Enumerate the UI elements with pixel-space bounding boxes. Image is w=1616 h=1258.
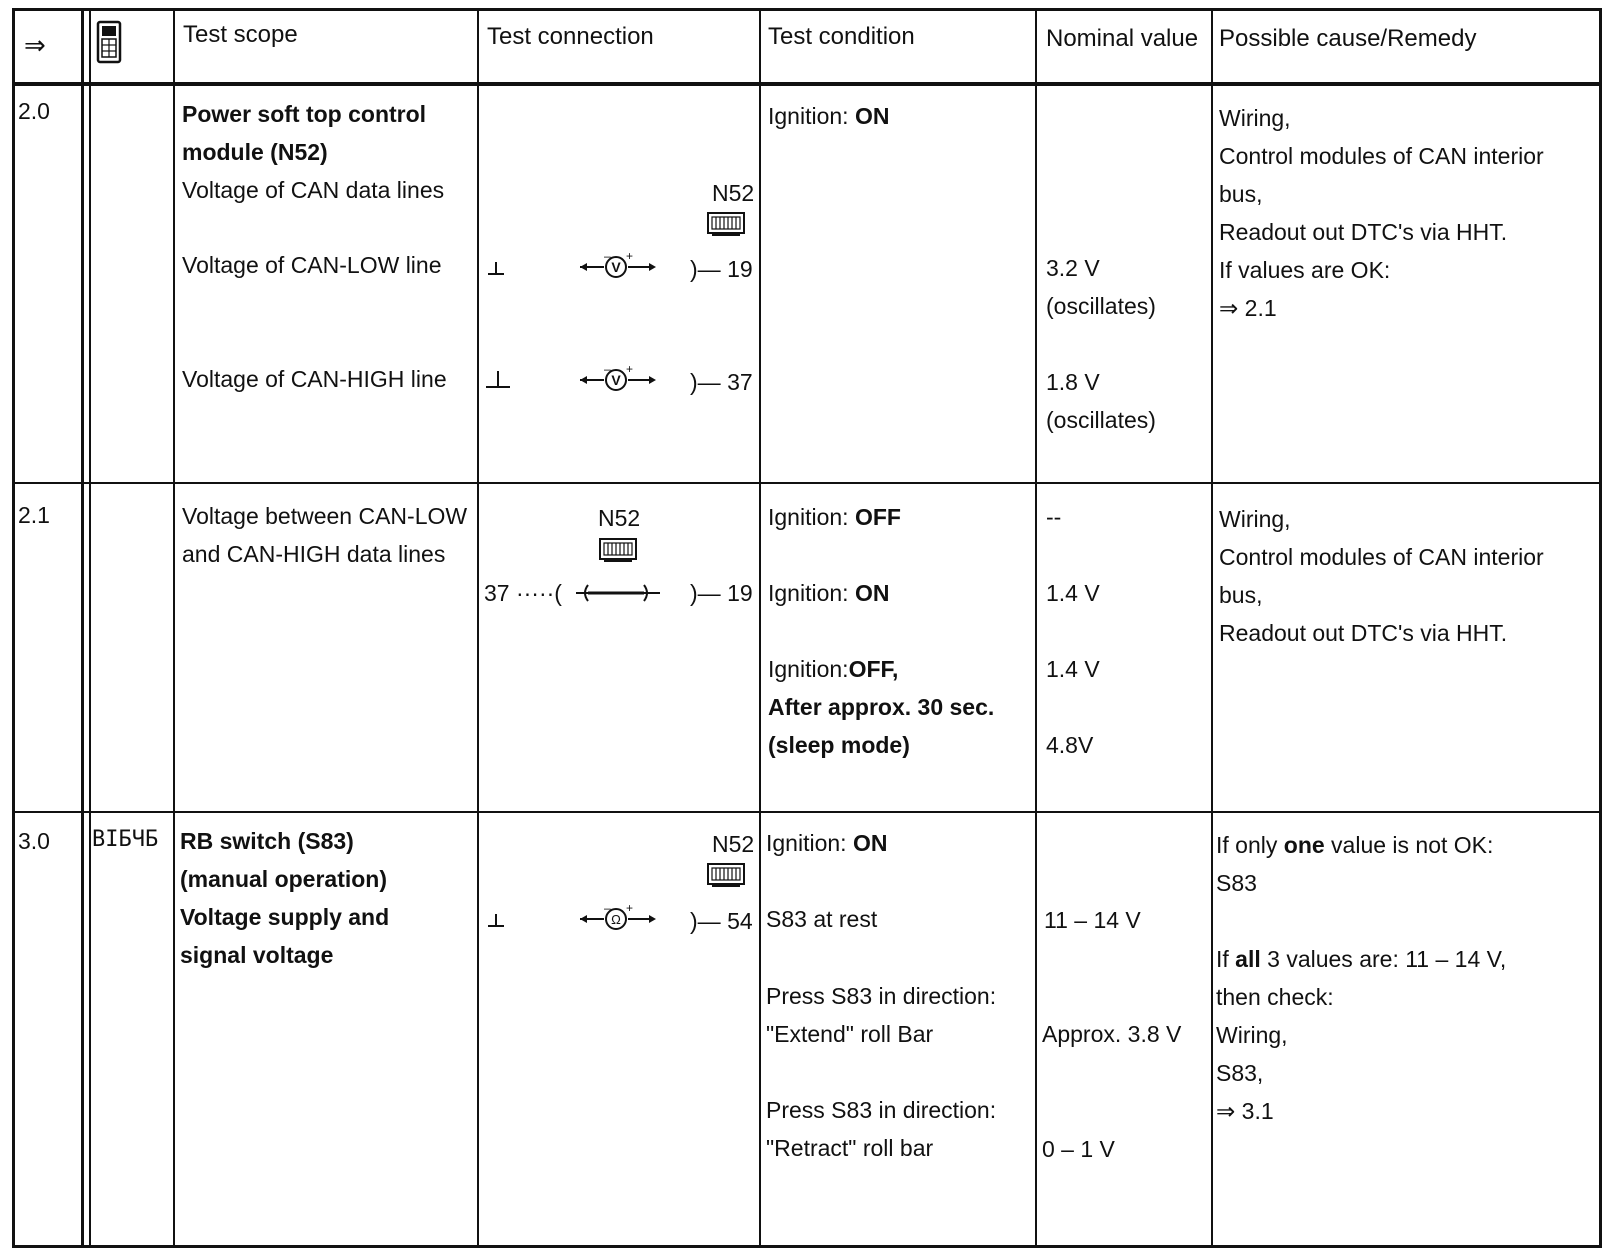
scope-line: Voltage of CAN data lines: [182, 177, 445, 203]
remedy-line: Control modules of CAN interior: [1219, 143, 1544, 169]
plus-sign: +: [626, 252, 634, 263]
condition-value: OFF: [854, 504, 901, 530]
pin-number: 37: [484, 580, 510, 606]
pin-number: 54: [727, 908, 753, 934]
pin-connector: [484, 580, 562, 606]
scope-line: and CAN-HIGH data lines: [182, 541, 446, 567]
pin-lead: )—: [690, 580, 721, 606]
test-condition: [768, 574, 889, 613]
nominal-value: 4.8V: [1046, 732, 1094, 758]
module-label: N52: [712, 831, 755, 857]
module-label: N52: [712, 180, 755, 206]
pin-number: 19: [727, 580, 753, 606]
header-arrow: ⇒: [24, 30, 46, 60]
pin-connector: [690, 908, 753, 934]
ground-icon: [484, 367, 514, 391]
step-number: 2.0: [18, 98, 50, 124]
voltmeter-icon: [578, 365, 658, 395]
condition-label: Ignition:: [768, 656, 849, 682]
column-divider: [759, 11, 761, 1245]
condition-label: Ignition:: [766, 830, 853, 856]
test-condition: [766, 824, 887, 863]
remedy-line: [1216, 940, 1506, 979]
step-number: 2.1: [18, 502, 50, 528]
minus-sign: –: [604, 365, 611, 376]
pin-number: 37: [727, 369, 753, 395]
condition-line: Press S83 in direction:: [766, 983, 997, 1009]
bridge-cable-icon: [574, 581, 664, 605]
column-divider: [89, 11, 91, 1245]
remedy-line: S83: [1216, 870, 1257, 896]
ground-icon: [484, 254, 514, 278]
condition-label: Ignition:: [768, 103, 855, 129]
row-divider: [15, 482, 1599, 484]
tester-icon: [96, 20, 122, 64]
header-test-condition: Test condition: [768, 23, 915, 50]
column-divider: [173, 11, 175, 1245]
step-number: 3.0: [18, 828, 50, 854]
meter-symbol: V: [611, 259, 621, 275]
test-condition: [768, 498, 901, 537]
plus-sign: +: [626, 365, 634, 376]
condition-line: "Retract" roll bar: [766, 1135, 934, 1161]
pin-connector: [690, 369, 753, 395]
condition-line: (sleep mode): [768, 732, 910, 758]
condition-label: Ignition:: [768, 504, 855, 530]
condition-line: S83 at rest: [766, 906, 878, 932]
pin-lead: )—: [690, 908, 721, 934]
condition-line: Press S83 in direction:: [766, 1097, 997, 1123]
remedy-emphasis: one: [1283, 832, 1325, 858]
pin-number: 19: [727, 256, 753, 282]
remedy-line: Wiring,: [1219, 105, 1291, 131]
connector-icon: [598, 537, 638, 563]
header-nominal-value: Nominal value: [1046, 25, 1199, 52]
nominal-note: (oscillates): [1046, 407, 1156, 433]
remedy-line: bus,: [1219, 582, 1263, 608]
condition-label: Ignition:: [768, 580, 855, 606]
column-divider: [1035, 11, 1037, 1245]
nominal-value: 1.8 V: [1046, 369, 1100, 395]
scope-line: module (N52): [182, 139, 328, 165]
column-divider: [81, 11, 84, 1245]
remedy-emphasis: all: [1235, 946, 1261, 972]
column-divider: [1211, 11, 1213, 1245]
minus-sign: –: [604, 252, 611, 263]
minus-sign: –: [604, 904, 611, 915]
condition-value: ON: [852, 830, 888, 856]
header-test-connection: Test connection: [487, 23, 654, 50]
remedy-line: [1216, 826, 1493, 865]
test-code: BIБЧБ: [92, 827, 159, 852]
scope-line: RB switch (S83): [180, 828, 354, 854]
condition-value: ON: [854, 580, 890, 606]
nominal-value: 1.4 V: [1046, 656, 1100, 682]
pin-connector: [690, 256, 753, 282]
nominal-value: --: [1046, 504, 1062, 530]
scope-line: (manual operation): [180, 866, 388, 892]
header-test-scope: Test scope: [183, 21, 298, 48]
remedy-text: If only: [1216, 832, 1284, 858]
plus-sign: +: [626, 904, 634, 915]
remedy-link[interactable]: ⇒ 3.1: [1216, 1098, 1274, 1124]
header-divider: [15, 82, 1599, 86]
pin-lead: ·····(: [515, 580, 562, 606]
remedy-line: Control modules of CAN interior: [1219, 544, 1544, 570]
connector-icon: [706, 211, 746, 237]
test-condition: [768, 650, 898, 689]
nominal-value: 0 – 1 V: [1042, 1136, 1115, 1162]
condition-value: OFF,: [848, 656, 899, 682]
module-label: N52: [598, 505, 641, 531]
nominal-value: Approx. 3.8 V: [1042, 1021, 1182, 1047]
scope-line: Voltage supply and: [180, 904, 390, 930]
remedy-line: Wiring,: [1219, 506, 1291, 532]
scope-line: signal voltage: [180, 942, 334, 968]
condition-line: "Extend" roll Bar: [766, 1021, 934, 1047]
row-divider: [15, 811, 1599, 813]
remedy-line: If values are OK:: [1219, 257, 1391, 283]
meter-symbol: V: [611, 372, 621, 388]
pin-lead: )—: [690, 256, 721, 282]
remedy-text: If: [1216, 946, 1236, 972]
scope-line: Power soft top control: [182, 101, 427, 127]
remedy-line: bus,: [1219, 181, 1263, 207]
header-possible-cause: Possible cause/Remedy: [1219, 25, 1477, 52]
remedy-line: Readout out DTC's via HHT.: [1219, 620, 1508, 646]
pin-connector: [690, 580, 753, 606]
remedy-line: then check:: [1216, 984, 1334, 1010]
nominal-value: 1.4 V: [1046, 580, 1100, 606]
remedy-line: S83,: [1216, 1060, 1264, 1086]
meter-symbol: Ω: [611, 912, 621, 927]
scope-line: Voltage of CAN-HIGH line: [182, 366, 447, 392]
remedy-text: 3 values are: 11 – 14 V,: [1260, 946, 1507, 972]
remedy-line: Readout out DTC's via HHT.: [1219, 219, 1508, 245]
remedy-link[interactable]: ⇒ 2.1: [1219, 295, 1277, 321]
column-divider: [477, 11, 479, 1245]
nominal-note: (oscillates): [1046, 293, 1156, 319]
ground-icon: [484, 906, 514, 930]
remedy-line: Wiring,: [1216, 1022, 1288, 1048]
scope-line: Voltage between CAN-LOW: [182, 503, 468, 529]
voltmeter-icon: [578, 252, 658, 282]
test-condition: [768, 97, 889, 136]
scope-line: Voltage of CAN-LOW line: [182, 252, 442, 278]
remedy-text: value is not OK:: [1324, 832, 1494, 858]
condition-value: ON: [854, 103, 890, 129]
nominal-value: 11 – 14 V: [1044, 907, 1141, 933]
ohmmeter-icon: [578, 904, 658, 934]
pin-lead: )—: [690, 369, 721, 395]
connector-icon: [706, 862, 746, 888]
nominal-value: 3.2 V: [1046, 255, 1100, 281]
condition-line: After approx. 30 sec.: [768, 694, 995, 720]
